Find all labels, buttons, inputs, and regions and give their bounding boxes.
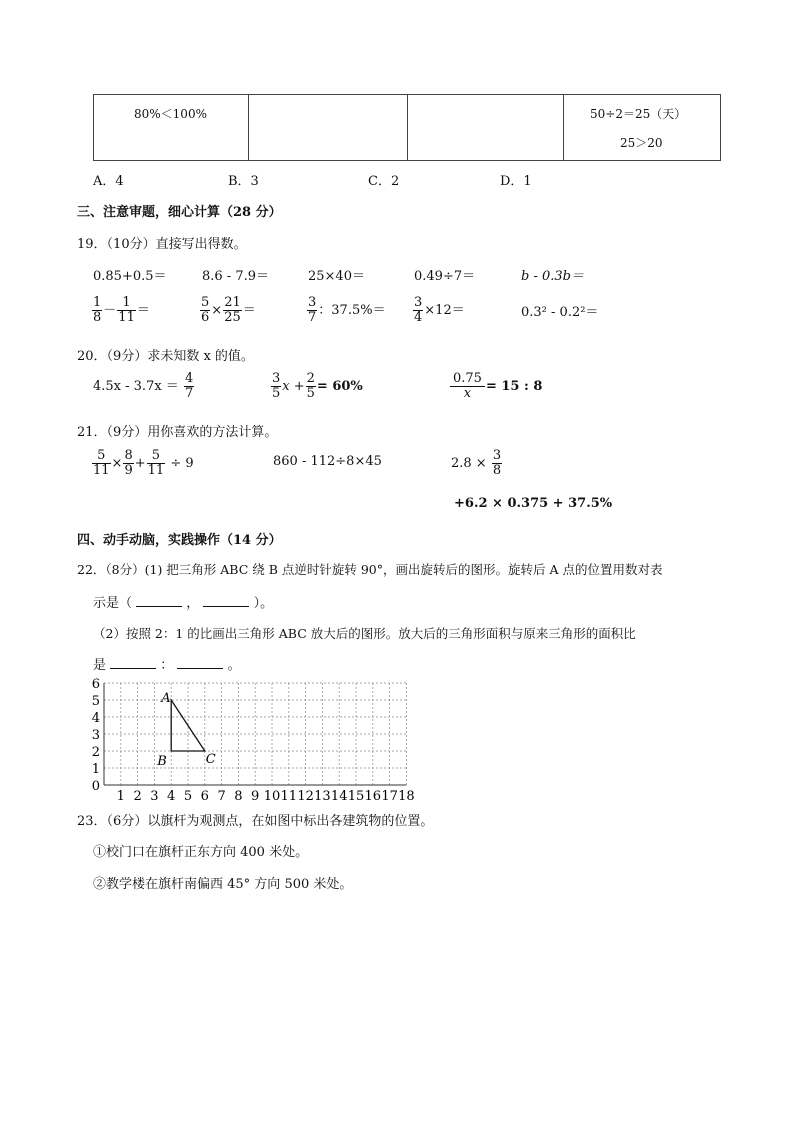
q19-r2-e: 0.3² - 0.2²＝ [521, 305, 599, 320]
answer-table [93, 94, 721, 161]
fraction: $\frac{8}{9}$ [124, 448, 133, 478]
q21-eq1: $\frac{5}{11}$ × $\frac{8}{9}$ + $\frac{5}{11}$ ÷ 9 [93, 448, 194, 478]
y-tick-label: 0 [91, 779, 100, 794]
answer-blank[interactable] [203, 594, 249, 607]
fraction: $\frac{1}{11}$ [118, 295, 135, 325]
q21-eq3: 2.8 × $\frac{3}{8}$ [451, 448, 502, 478]
fraction: $\frac{1}{8}$ [93, 295, 102, 325]
x-tick-label: 10 [263, 789, 281, 804]
x-tick-label: 4 [167, 789, 176, 804]
q21-eq2: 860 - 112÷8×45 [273, 454, 382, 469]
point-label-b: B [157, 754, 167, 769]
option-a: A．4 [93, 174, 124, 189]
q19-r2-b: $\frac{5}{6}$ × $\frac{21}{25}$ ＝ [201, 295, 256, 325]
x-tick-label: 12 [297, 789, 314, 804]
fraction: $\frac{5}{11}$ [93, 448, 110, 478]
q22-line4: 是 ： 。 [93, 658, 241, 673]
q23-item-1: ①校门口在旗杆正东方向 400 米处。 [93, 845, 309, 860]
q19-r1-a: 0.85+0.5＝ [93, 269, 167, 284]
q21-eq3-line2: +6.2 × 0.375 + 37.5% [454, 496, 613, 511]
x-tick-label: 16 [364, 789, 382, 804]
table-cell-4: 50÷2＝25（天） 25＞20 [564, 95, 721, 161]
q20-eq3: $\frac{0.75}{x}$ = 15 : 8 [449, 372, 542, 401]
section-3-heading: 三、注意审题，细心计算（28 分） [77, 205, 282, 220]
fraction: $\frac{0.75}{x}$ [450, 372, 485, 401]
x-tick-label: 6 [200, 789, 209, 804]
q23-item-2: ②教学楼在旗杆南偏西 45° 方向 500 米处。 [93, 877, 353, 892]
fraction: $\frac{5}{6}$ [201, 295, 210, 325]
option-c: C．2 [368, 174, 400, 189]
answer-blank[interactable] [177, 656, 223, 669]
q19-r2-a: $\frac{1}{8}$ － $\frac{1}{11}$ ＝ [93, 295, 150, 325]
x-tick-label: 13 [314, 789, 331, 804]
y-tick-label: 6 [91, 677, 100, 692]
q19-title: 19．（10分）直接写出得数。 [77, 237, 247, 252]
x-tick-label: 17 [381, 789, 398, 804]
fraction: $\frac{21}{25}$ [224, 295, 241, 325]
table-cell-3 [408, 95, 564, 161]
point-label-a: A [161, 691, 171, 706]
q20-eq2: $\frac{3}{5}$ x + $\frac{2}{5}$ = 60% [272, 371, 363, 401]
q22-line2: 示是（ ， ）。 [93, 596, 274, 611]
y-tick-label: 3 [91, 728, 100, 743]
q22-line1: 22．（8分）(1) 把三角形 ABC 绕 B 点逆时针旋转 90°，画出旋转后的图形。旋转后 A 点的位置用数对表 [77, 562, 663, 577]
q20-title: 20．（9分）求未知数 x 的值。 [77, 349, 254, 364]
x-tick-label: 15 [347, 789, 365, 804]
x-tick-label: 11 [280, 789, 298, 804]
coordinate-grid [88, 674, 428, 804]
x-tick-label: 18 [398, 789, 415, 804]
fraction: $\frac{5}{11}$ [147, 448, 165, 478]
table-cell-1: 80%＜100% [94, 95, 249, 161]
fraction: $\frac{3}{8}$ [492, 448, 502, 478]
q19-r2-c: $\frac{3}{7}$ ：37.5%＝ [308, 295, 386, 325]
fraction: $\frac{3}{4}$ [414, 295, 423, 325]
x-tick-label: 3 [150, 789, 159, 804]
x-tick-label: 8 [234, 789, 243, 804]
section-4-heading: 四、动手动脑，实践操作（14 分） [77, 533, 282, 548]
fraction: $\frac{3}{5}$ [272, 371, 281, 401]
y-tick-label: 2 [91, 745, 100, 760]
fraction: $\frac{4}{7}$ [184, 371, 194, 401]
q19-r1-e: b - 0.3b＝ [521, 269, 584, 284]
x-tick-label: 5 [183, 789, 193, 804]
q19-r1-d: 0.49÷7＝ [414, 269, 476, 284]
x-tick-label: 14 [330, 789, 348, 804]
option-d: D．1 [500, 174, 532, 189]
x-tick-label: 2 [133, 789, 142, 804]
table-cell-2 [249, 95, 408, 161]
point-label-c: C [205, 752, 216, 767]
answer-blank[interactable] [110, 656, 156, 669]
fraction: $\frac{2}{5}$ [306, 371, 315, 401]
q21-title: 21．（9分）用你喜欢的方法计算。 [77, 425, 278, 440]
x-tick-label: 1 [116, 789, 125, 804]
y-tick-label: 4 [91, 711, 100, 726]
q19-r2-d: $\frac{3}{4}$ ×12＝ [414, 295, 465, 325]
y-tick-label: 5 [91, 694, 100, 709]
fraction: $\frac{3}{7}$ [308, 295, 317, 325]
answer-blank[interactable] [136, 594, 182, 607]
q23-title: 23．（6分）以旗杆为观测点，在如图中标出各建筑物的位置。 [77, 814, 434, 829]
q22-line3: （2）按照 2：1 的比画出三角形 ABC 放大后的图形。放大后的三角形面积与原来三角形的面积比 [93, 626, 636, 641]
q19-r1-b: 8.6 - 7.9＝ [202, 269, 270, 284]
q20-eq1: 4.5x - 3.7x ＝ $\frac{4}{7}$ [93, 371, 194, 401]
x-tick-label: 7 [217, 789, 226, 804]
y-tick-label: 1 [91, 762, 100, 777]
q19-r1-c: 25×40＝ [308, 269, 365, 284]
x-tick-label: 9 [251, 789, 260, 804]
option-b: B．3 [228, 174, 259, 189]
